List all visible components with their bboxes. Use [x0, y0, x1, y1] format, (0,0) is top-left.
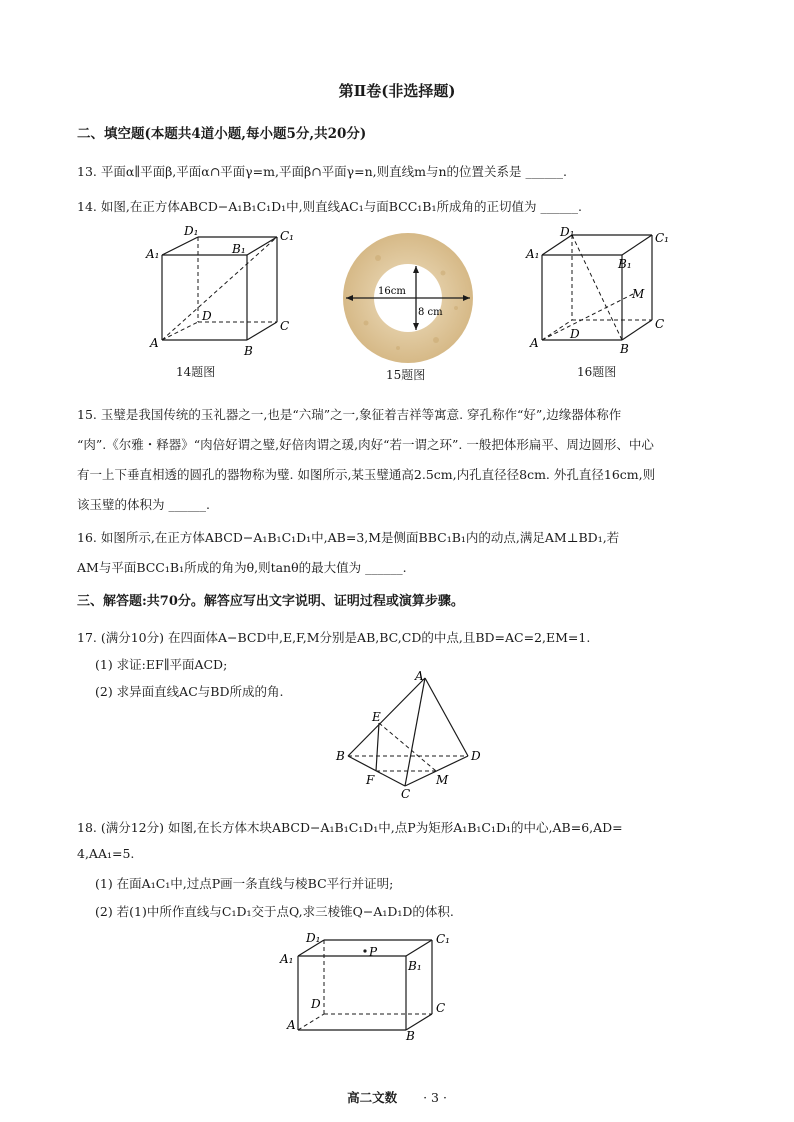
section-answer-heading: 三、解答题:共70分。解答应写出文字说明、证明过程或演算步骤。 — [77, 594, 464, 609]
fig14-label-a: A — [150, 336, 159, 350]
fig16-label-b: B — [620, 342, 629, 356]
fig17-label-a: A — [415, 669, 424, 683]
question-17-part-2: (2) 求异面直线AC与BD所成的角. — [95, 684, 284, 699]
fig17-label-c: C — [401, 787, 411, 800]
fig16-label-a: A — [530, 336, 539, 350]
question-18-stem-line-1: 18. (满分12分) 如图,在长方体木块ABCD−A₁B₁C₁D₁中,点P为矩形A₁B₁C₁D₁的中心,AB=6,AD= — [77, 820, 623, 835]
page-title: 第Ⅱ卷(非选择题) — [338, 82, 456, 100]
figure-14-cube — [140, 222, 310, 362]
fig18-label-a1: A₁ — [280, 952, 294, 966]
fig16-label-b1: B₁ — [618, 257, 632, 271]
figure-14-caption: 14题图 — [176, 365, 216, 379]
fig16-label-c: C — [655, 317, 665, 331]
fig14-label-b: B — [244, 344, 253, 358]
fig14-label-c1: C₁ — [280, 229, 294, 243]
fig16-label-d: D — [570, 327, 580, 341]
fig15-outer-diameter-label: 16cm — [378, 286, 406, 297]
question-13: 13. 平面α∥平面β,平面α∩平面γ=m,平面β∩平面γ=n,则直线m与n的位置关系是 ______. — [77, 164, 567, 179]
figure-18-cuboid — [276, 926, 466, 1042]
question-16-line-2: AM与平面BCC₁B₁所成的角为θ,则tanθ的最大值为 ______. — [77, 560, 407, 575]
fig18-label-p: P — [369, 945, 378, 959]
fig14-label-a1: A₁ — [146, 247, 160, 261]
question-17-stem: 17. (满分10分) 在四面体A−BCD中,E,F,M分别是AB,BC,CD的中点,且BD=AC=2,EM=1. — [77, 630, 591, 645]
question-15-line-3: 有一上下垂直相透的圆孔的器物称为璧. 如图所示,某玉璧通高2.5cm,内孔直径径8cm. 外孔直径16cm,则 — [77, 467, 656, 482]
fig16-label-a1: A₁ — [526, 247, 540, 261]
fig18-label-d: D — [311, 997, 321, 1011]
fig16-label-d1: D₁ — [560, 225, 575, 239]
question-15-line-4: 该玉璧的体积为 ______. — [77, 497, 210, 512]
question-18-part-2: (2) 若(1)中所作直线与C₁D₁交于点Q,求三棱锥Q−A₁D₁D的体积. — [95, 904, 454, 919]
fig17-label-d: D — [471, 749, 481, 763]
figure-17-tetrahedron — [330, 668, 490, 800]
fig17-label-f: F — [366, 773, 375, 787]
fig17-label-m: M — [436, 773, 449, 787]
fig18-label-b1: B₁ — [408, 959, 422, 973]
figure-15-caption: 15题图 — [386, 368, 426, 382]
fig18-label-b: B — [406, 1029, 415, 1042]
fig14-label-d1: D₁ — [184, 224, 199, 238]
question-18-stem-line-2: 4,AA₁=5. — [77, 846, 135, 861]
section-fill-blank-heading: 二、填空题(本题共4道小题,每小题5分,共20分) — [77, 126, 367, 142]
fig14-label-d: D — [202, 309, 212, 323]
fig16-label-c1: C₁ — [655, 231, 669, 245]
fig17-label-b: B — [336, 749, 345, 763]
fig17-label-e: E — [372, 710, 381, 724]
footer-subject: 高二文数 — [347, 1090, 398, 1105]
fig15-inner-diameter-label: 8 cm — [418, 307, 443, 318]
fig18-label-c1: C₁ — [436, 932, 450, 946]
page-footer — [0, 1088, 794, 1106]
question-15-line-2: “肉”.《尔雅・释器》“肉倍好谓之璧,好倍肉谓之瑗,肉好“若一谓之环”. 一般把体形扁平、周边圆形、中心 — [77, 437, 654, 452]
fig16-label-m: M — [632, 287, 645, 301]
footer-page-number: · 3 · — [423, 1090, 447, 1105]
figure-15-jade-bi — [338, 228, 478, 368]
question-15-line-1: 15. 玉璧是我国传统的玉礼器之一,也是“六瑞”之一,象征着吉祥等寓意. 穿孔称作“好”,边缘器体称作 — [77, 407, 622, 422]
question-17-part-1: (1) 求证:EF∥平面ACD; — [95, 657, 228, 672]
fig14-label-b1: B₁ — [232, 242, 246, 256]
fig18-label-c: C — [436, 1001, 446, 1015]
fig14-label-c: C — [280, 319, 290, 333]
fig18-label-a: A — [287, 1018, 296, 1032]
fig18-label-d1: D₁ — [306, 931, 321, 945]
question-18-part-1: (1) 在面A₁C₁中,过点P画一条直线与棱BC平行并证明; — [95, 876, 394, 891]
figure-16-caption: 16题图 — [577, 365, 617, 379]
figure-16-cube — [520, 222, 690, 362]
question-14: 14. 如图,在正方体ABCD−A₁B₁C₁D₁中,则直线AC₁与面BCC₁B₁所成角的正切值为 ______. — [77, 199, 582, 214]
question-16-line-1: 16. 如图所示,在正方体ABCD−A₁B₁C₁D₁中,AB=3,M是侧面BBC₁B₁内的动点,满足AM⊥BD₁,若 — [77, 530, 620, 545]
